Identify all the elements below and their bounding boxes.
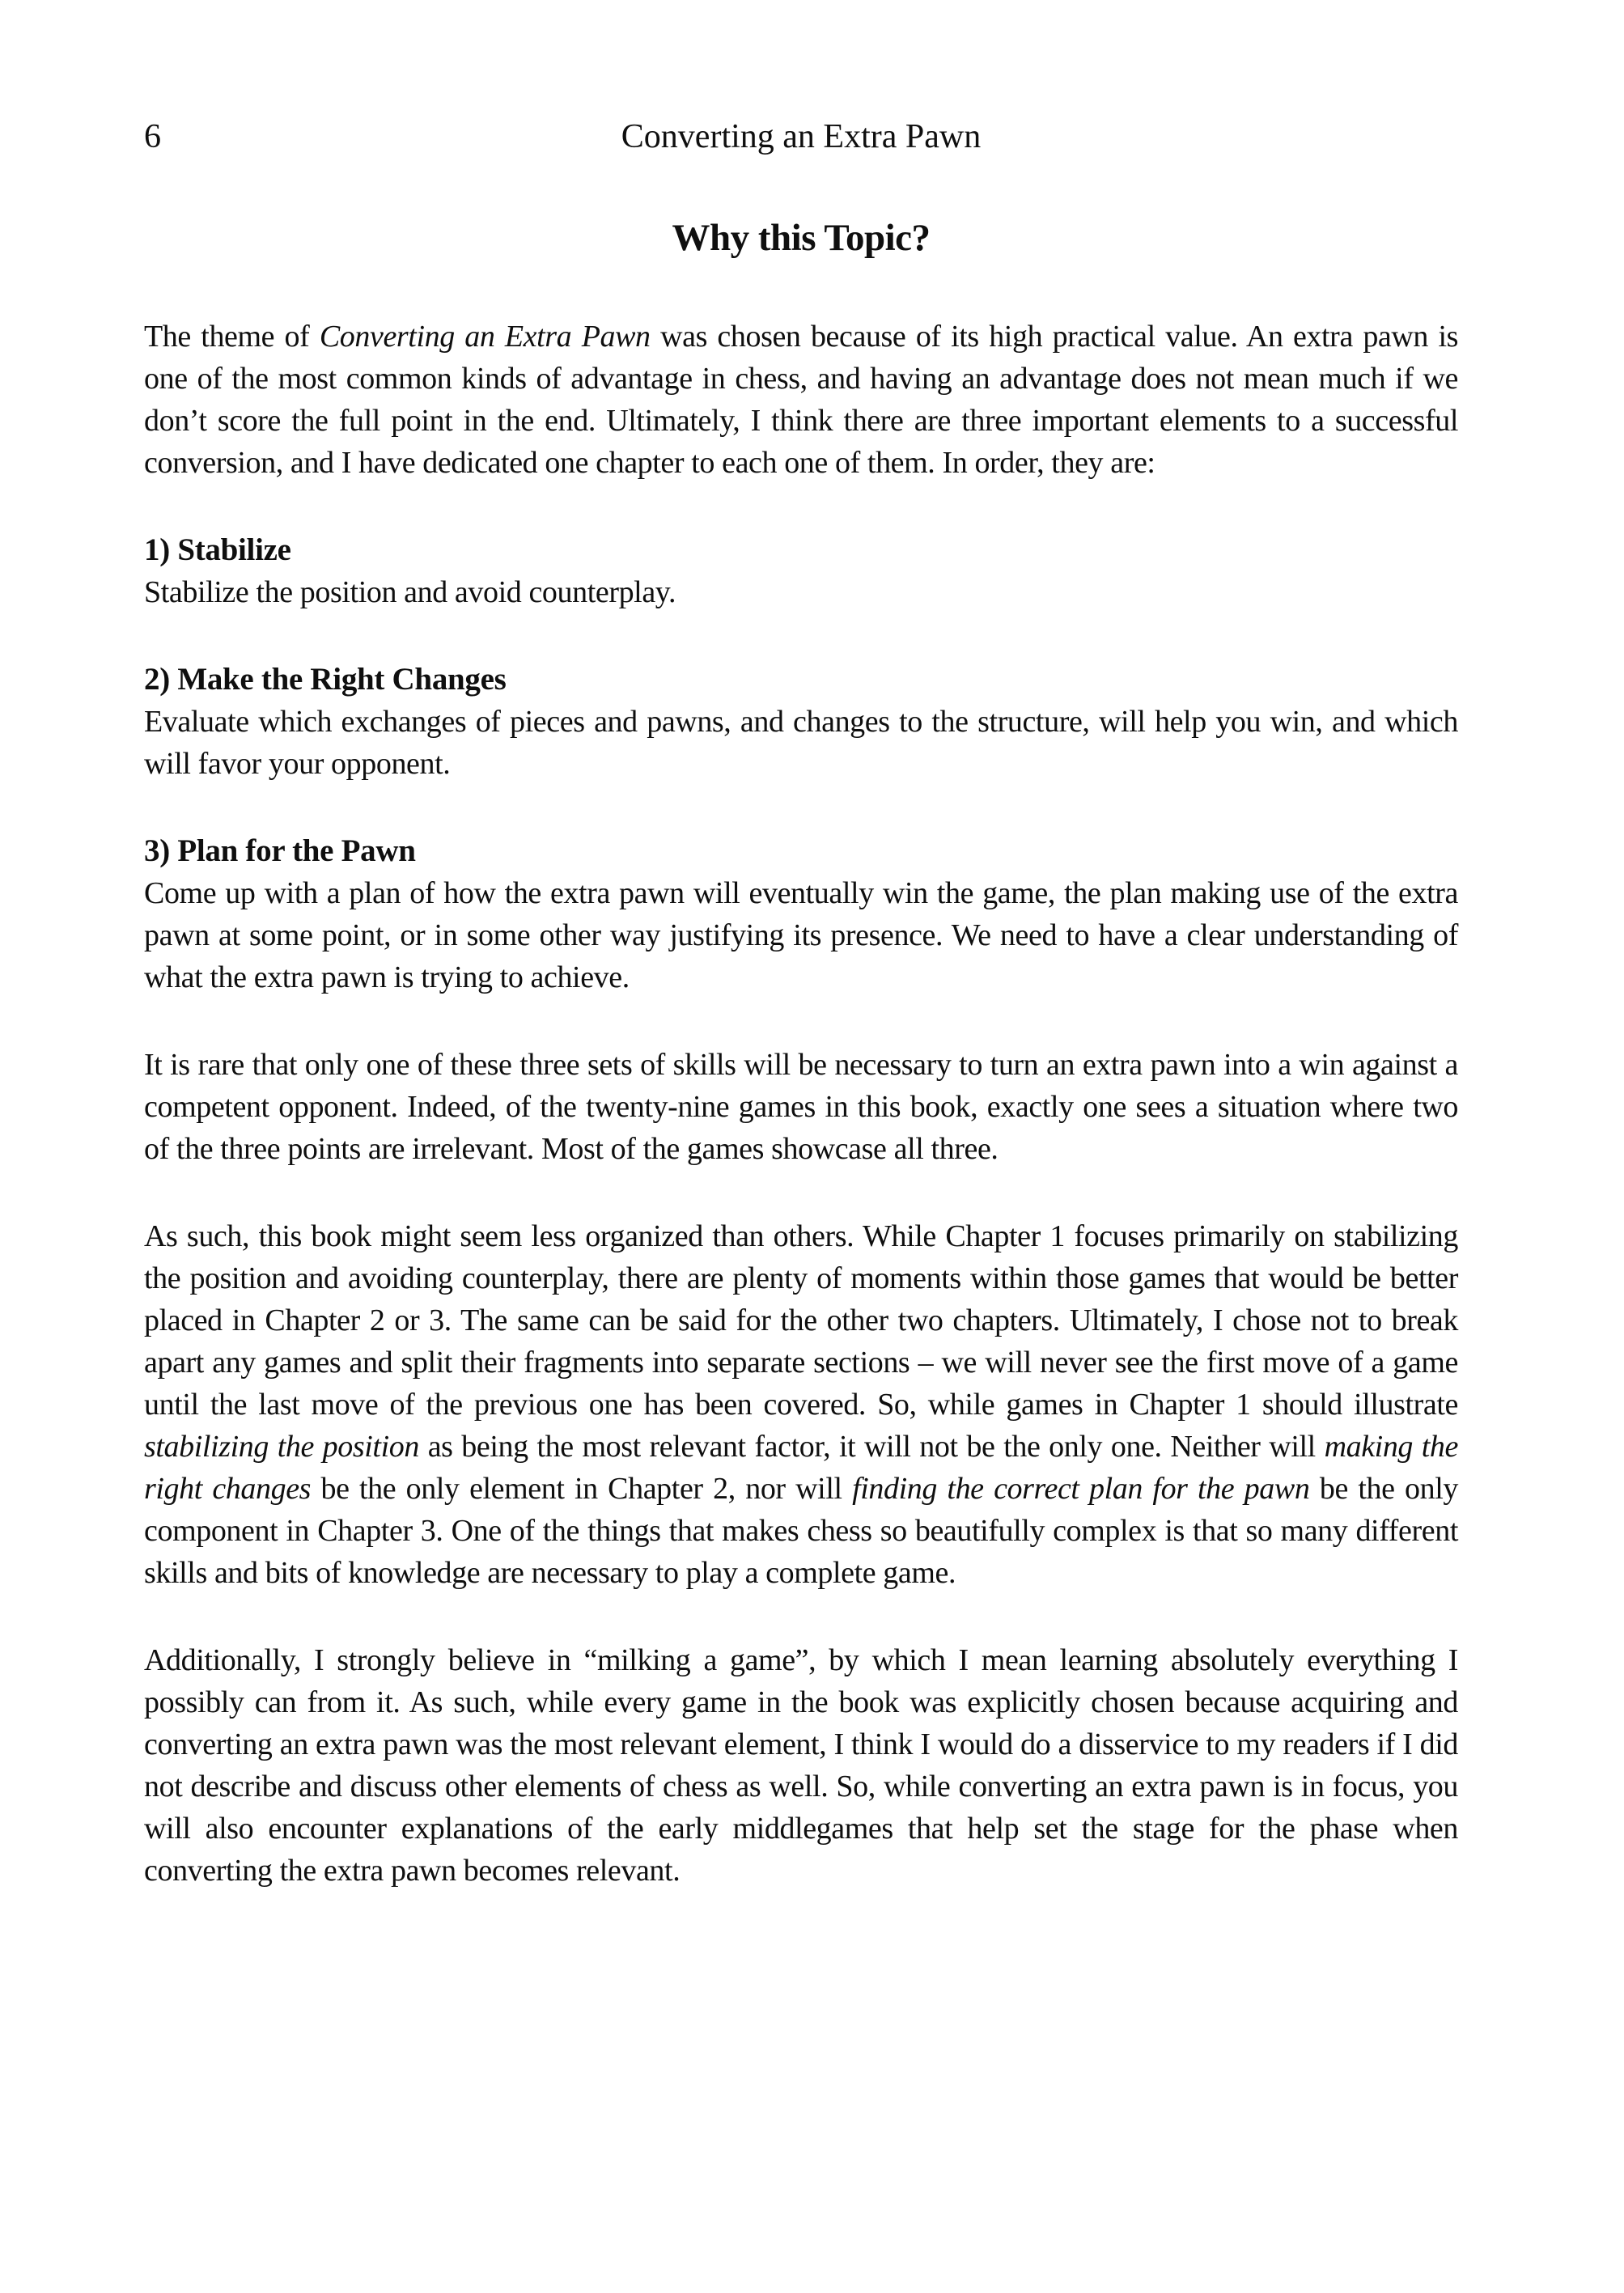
text-run: be the only component in Chapter 3. One of the things that makes chess so beautifully complex is that so many different skills and bits of knowledge are necessary to play a complete game.: [144, 1472, 1458, 1590]
running-title: Converting an Extra Pawn: [621, 118, 982, 155]
paragraph-milking-a-game: [144, 1639, 1458, 1892]
section-title: Why this Topic?: [672, 217, 931, 259]
item-body-right-changes: [144, 701, 1458, 785]
paragraph-book-organization: [144, 1215, 1458, 1594]
item-body-plan-for-pawn: [144, 872, 1458, 998]
item-heading-stabilize: 1) Stabilize: [144, 532, 291, 567]
italic-text-run: finding the correct plan for the pawn: [852, 1472, 1310, 1506]
text-run: Stabilize the position and avoid counterplay.: [144, 575, 676, 609]
text-run: Additionally, I strongly believe in “milking a game”, by which I mean learning absolutely everything I possibly can from it. As such, while every game in the book was explicitly chosen because acquiring and converting an extra pawn was the most relevant element, I think I would do a disservice to my readers if I did not describe and discuss other elements of chess as well. So, while converting an extra pawn is in focus, you will also encounter explanations of the early middlegames that help set the stage for the phase when converting the extra pawn becomes relevant.: [144, 1643, 1458, 1888]
text-run: as being the most relevant factor, it will not be the only one. Neither will: [418, 1430, 1325, 1464]
text-run: Evaluate which exchanges of pieces and pawns, and changes to the structure, will help you win, and which will favor your opponent.: [144, 705, 1458, 781]
item-heading-right-changes: 2) Make the Right Changes: [144, 662, 507, 697]
text-run: was chosen because of its high practical value. An extra pawn is one of the most common kinds of advantage in chess, and having an advantage does not mean much if we don’t score the full point in the end. Ultimately, I think there are three important elements to a successful conversion, and I have dedicated one chapter to each one of them. In order, they are:: [144, 320, 1458, 480]
italic-text-run: stabilizing the position: [144, 1430, 419, 1464]
item-body-stabilize: [144, 571, 1458, 613]
page-header: [144, 118, 1458, 155]
item-heading-plan-for-pawn: 3) Plan for the Pawn: [144, 833, 416, 868]
text-run: As such, this book might seem less organized than others. While Chapter 1 focuses primarily on stabilizing the position and avoiding counterplay, there are plenty of moments within those games that would be better placed in Chapter 2 or 3. The same can be said for the other two chapters. Ultimately, I chose not to break apart any games and split their fragments into separate sections – we will never see the first move of a game until the last move of the previous one has been covered. So, while games in Chapter 1 should illustrate: [144, 1219, 1458, 1422]
text-run: be the only element in Chapter 2, nor will: [311, 1472, 853, 1506]
page-number: 6: [144, 118, 161, 155]
text-run: The theme of: [144, 320, 320, 354]
text-run: It is rare that only one of these three sets of skills will be necessary to turn an extra pawn into a win against a competent opponent. Indeed, of the twenty-nine games in this book, exactly one sees a situation where two of the three points are irrelevant. Most of the games showcase all three.: [144, 1048, 1458, 1166]
paragraph-rare-skills: [144, 1044, 1458, 1170]
italic-text-run: making the right changes: [144, 1430, 1459, 1506]
text-run: Come up with a plan of how the extra pawn will eventually win the game, the plan making use of the extra pawn at some point, or in some other way justifying its presence. We need to have a clear understanding of what the extra pawn is trying to achieve.: [144, 876, 1458, 994]
intro-paragraph: [144, 316, 1458, 484]
page-body: [144, 316, 1458, 1892]
italic-text-run: Converting an Extra Pawn: [319, 320, 651, 354]
